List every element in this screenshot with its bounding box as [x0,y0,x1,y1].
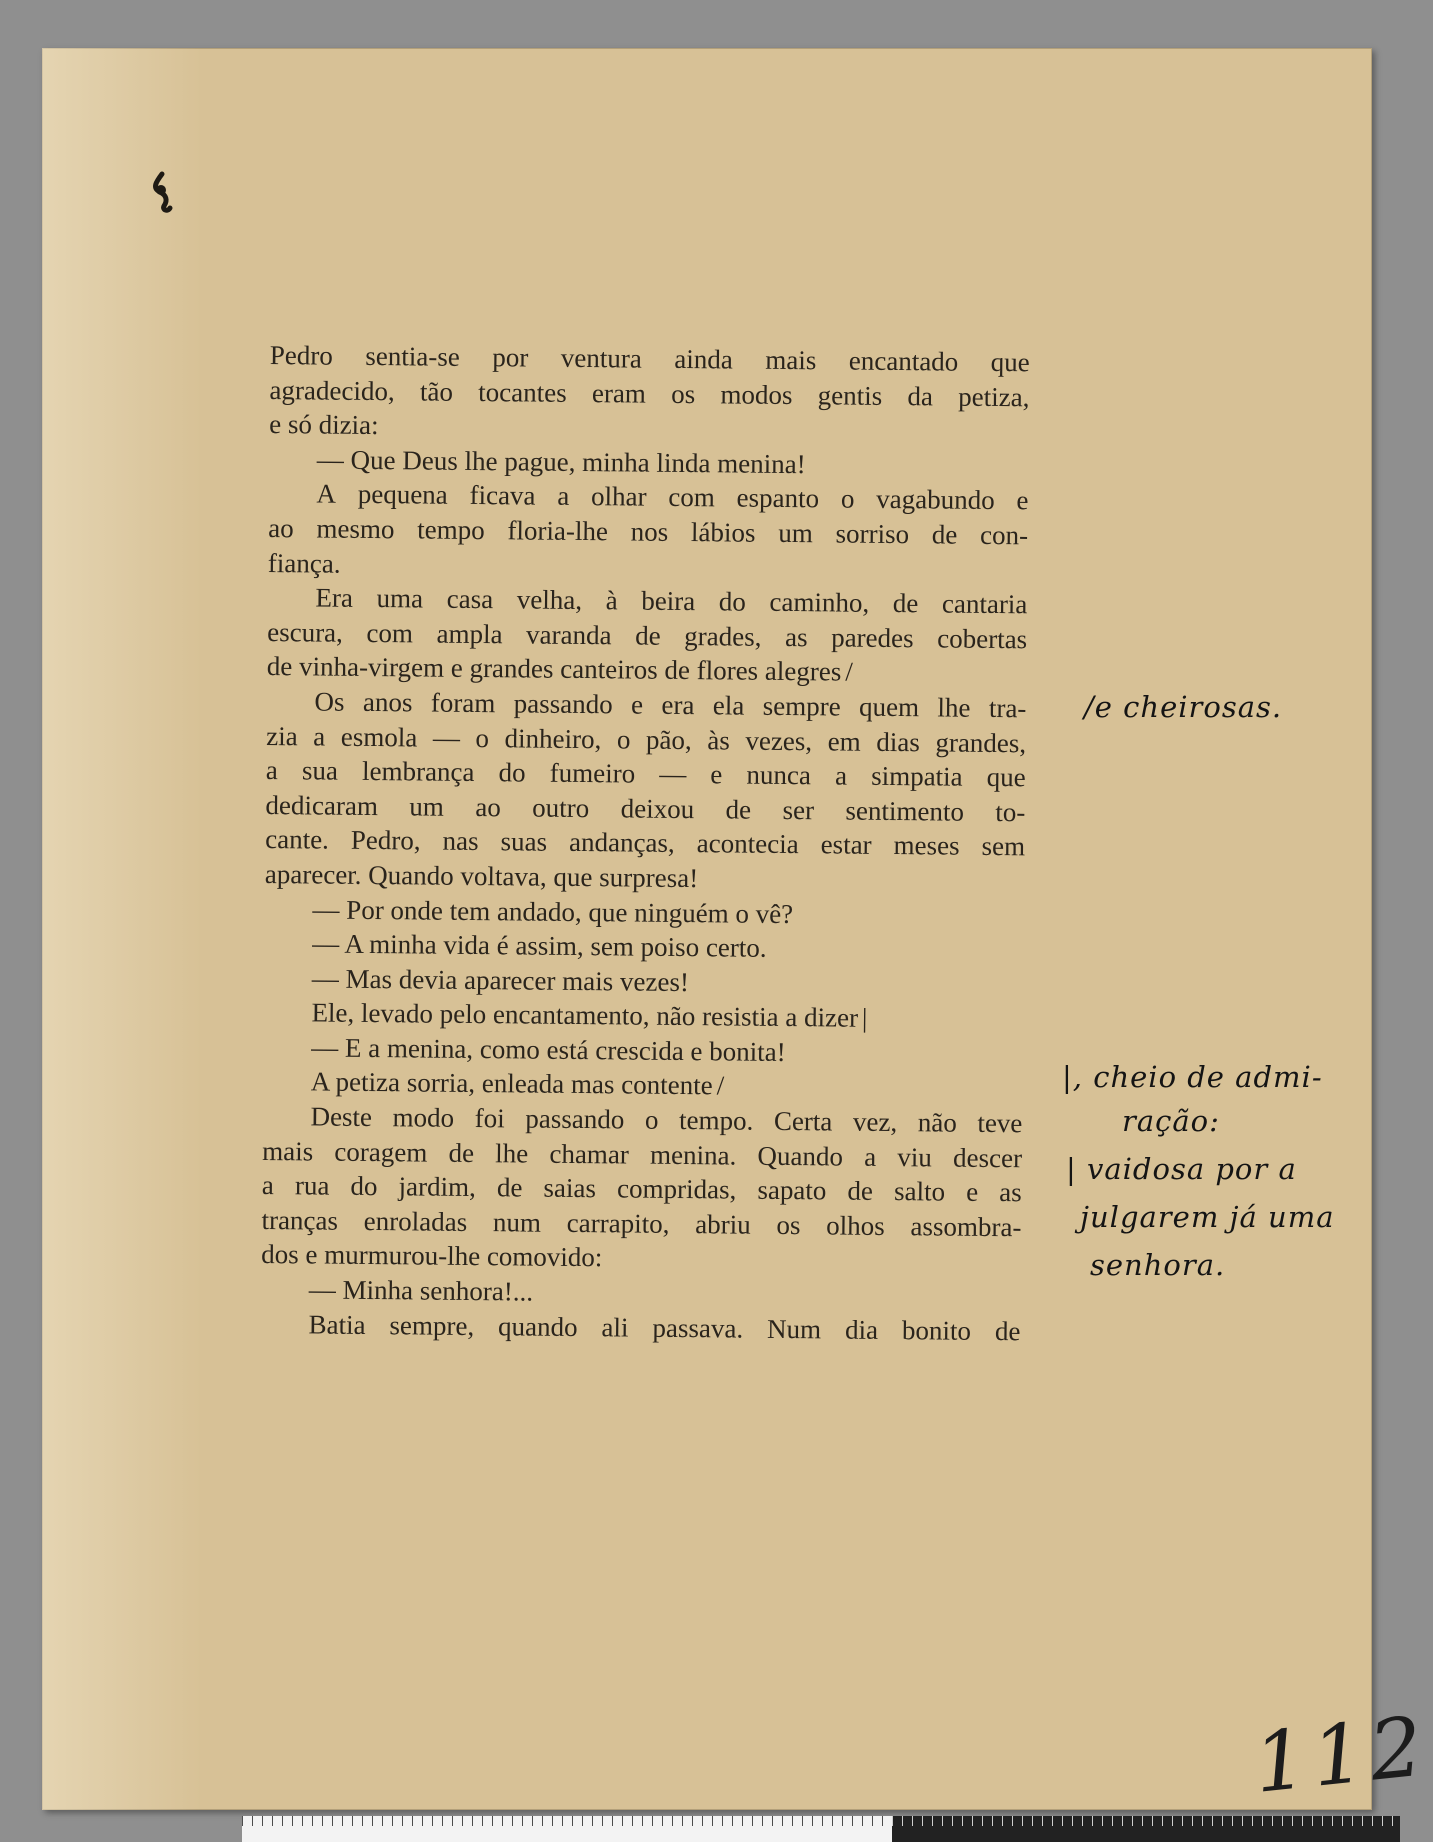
word: Batia [308,1309,366,1340]
word: ser [782,794,815,825]
word: quem [858,691,920,723]
word: escura, [267,616,344,648]
word: coragem [334,1136,428,1168]
word: a [834,760,848,791]
word: que [990,346,1030,378]
word: Era [315,582,354,613]
word: mais [262,1135,314,1167]
word: outro [532,792,590,823]
word: Deste [310,1101,373,1133]
word: tranças [261,1204,339,1236]
word: modo [392,1102,455,1133]
word: de [892,588,919,619]
ruler-light-segment [242,1816,892,1842]
word: ela [712,690,745,721]
word: e [710,759,723,790]
margin-note-admiracao-line2: ração: [1122,1104,1220,1138]
word: de [994,1315,1021,1346]
word: petiza, [958,381,1030,412]
word: descer [952,1142,1023,1173]
word: o [616,723,631,755]
text-line-content: e só dizia: [269,409,379,441]
word: dedicaram [265,789,379,821]
word: ainda [674,343,733,375]
word: pequena [357,479,448,511]
word: do [498,757,526,788]
word: tra- [988,692,1027,724]
word: do [350,1171,378,1202]
word: foi [474,1103,505,1134]
text-line-content: — Por onde tem andado, que ninguém o vê? [312,893,794,929]
word: o [644,1104,659,1135]
word: esmola [340,721,418,752]
word: ampla [436,618,503,649]
text-line-content: aparecer. Quando voltava, que surpresa! [264,858,699,894]
word: espanto [736,482,820,514]
text-line [263,1064,1023,1106]
word: lhe [495,1137,529,1169]
text-line-content: dos e murmurou-lhe comovido: [261,1239,603,1273]
word: que [986,762,1026,793]
word: abriu [695,1208,751,1240]
insertion-mark: / [716,1070,725,1101]
word: cobertas [937,623,1028,655]
word: zia [266,720,298,751]
margin-note-vaidosa-line2: julgarem já uma [1080,1200,1335,1234]
word: passando [525,1103,625,1135]
word: Quando [757,1140,844,1172]
word: pão, [645,724,692,755]
word: olhos [826,1210,885,1241]
word: A [316,478,337,510]
text-line [266,753,1026,795]
word: nunca [746,759,812,791]
word: deixou [620,793,695,824]
text-line-content: — Que Deus lhe pague, minha linda menina! [316,444,806,479]
word: assombra- [910,1211,1022,1243]
word: gentis [817,379,883,411]
word: passava. [652,1312,744,1344]
word: em [827,725,861,757]
word: a [313,720,326,752]
word: de [635,620,661,651]
word: com [668,482,715,513]
word: mesmo [316,513,395,545]
word: grandes, [935,726,1027,758]
word: tocantes [478,376,567,408]
word: tão [419,376,454,407]
word: não [917,1107,957,1138]
text-line-content: fiança. [267,547,341,579]
word: meses [893,830,960,861]
text-line [261,1272,1021,1314]
word: casa [446,583,494,615]
word: cantaria [941,588,1028,620]
page-number: 112 [1249,1699,1433,1812]
word: modos [720,378,793,410]
word: tempo [417,514,485,546]
word: dinheiro, [504,722,602,754]
text-line-content: — E a menina, como está crescida e bonita! [311,1032,786,1067]
word: sua [301,755,339,786]
margin-note-vaidosa-line1: | vaidosa por a [1066,1152,1297,1186]
word: salto [893,1176,946,1207]
word: uma [376,583,424,614]
margin-note-vaidosa-line3: senhora. [1090,1248,1226,1282]
word: do [718,586,747,617]
margin-note-admiracao-line1: |, cheio de admi- [1062,1060,1323,1094]
word: paredes [831,622,914,653]
word: sentia-se [365,340,460,372]
word: con- [979,519,1029,551]
word: encantado [848,345,959,377]
word: ao [475,791,501,822]
word: nas [442,825,479,857]
word: às [707,724,730,755]
word: a [265,755,278,786]
text-line [268,511,1028,553]
body-text [260,338,1030,1348]
word: sem [981,831,1026,862]
word: menina. [649,1139,737,1171]
word: anos [362,686,413,718]
word: to- [995,796,1026,827]
word: os [671,378,696,409]
word: suas [500,826,548,857]
word: de [725,794,752,825]
word: carrapito, [566,1207,670,1239]
text-line [269,373,1029,415]
word: vez, [852,1106,898,1138]
word: e [1016,485,1029,516]
text-line-content: de vinha-virgem e grandes canteiros de flores alegres [266,651,842,687]
word: um [778,517,813,549]
text-line-content: — A minha vida é assim, sem poiso certo. [312,928,767,963]
word: um [409,791,445,822]
word: caminho, [769,586,870,618]
word: fumeiro [549,757,636,789]
word: varanda [525,619,612,651]
word: Num [766,1313,822,1344]
word: com [366,617,414,649]
word: tempo. [678,1105,754,1136]
word: sempre, [389,1309,475,1341]
word: viu [897,1141,933,1173]
ruler-dark-segment [892,1816,1400,1842]
word: lembrança [361,756,475,788]
word: Os [314,686,345,717]
word: era [661,689,695,721]
text-line-content: Ele, levado pelo encantamento, não resistia a dizer [311,997,859,1033]
word: ventura [560,342,642,374]
word: mais [765,344,817,376]
word: à [605,585,618,616]
word: floria-lhe [507,515,609,547]
ink-blot-mark [142,166,182,226]
word: Pedro, [350,825,421,856]
word: chamar [549,1138,630,1170]
word: e [630,689,644,720]
word: sempre [762,690,841,722]
word: por [492,342,529,373]
text-line-content: — Mas devia aparecer mais vezes! [311,963,690,997]
word: velha, [516,584,583,616]
text-line-content: — Minha senhora!... [308,1274,534,1307]
word: as [784,621,808,652]
word: saias [543,1172,597,1204]
word: ficava [469,480,536,511]
word: andanças, [568,827,675,859]
word: a [261,1170,274,1201]
word: ao [268,512,294,544]
word: agradecido, [269,374,395,406]
word: dias [876,726,920,757]
word: passando [513,688,613,720]
word: de [496,1172,523,1203]
word: num [492,1207,542,1238]
word: foram [430,687,496,719]
word: a [557,481,570,512]
word: eram [591,377,647,409]
word: ali [601,1311,629,1343]
word: grades, [684,620,762,652]
word: bonito [901,1314,972,1346]
word: dia [844,1314,879,1345]
page-edge-shading [42,48,202,1810]
word: os [776,1209,801,1240]
word: de [847,1175,874,1207]
word: — [659,758,687,790]
word: nos [630,516,669,547]
insertion-mark: | [861,1002,868,1034]
word: teve [977,1107,1023,1139]
word: vezes, [745,725,813,756]
word: sorriso [835,518,910,550]
word: rua [294,1170,330,1201]
word: de [448,1137,475,1168]
word: de [931,519,958,550]
margin-note-cheirosas: /e cheirosas. [1084,690,1283,724]
word: acontecia [696,828,799,860]
word: compridas, [616,1173,737,1205]
word: da [907,380,934,411]
word: beira [641,585,696,617]
word: olhar [590,481,647,512]
scale-ruler [242,1816,1400,1842]
word: jardim, [398,1171,476,1203]
word: enroladas [363,1205,468,1237]
word: sentimento [845,795,965,827]
word: o [840,483,855,514]
word: Pedro [269,339,333,371]
word: estar [820,829,872,861]
word: o [475,722,490,753]
text-line-content: A petiza sorria, enleada mas contente [310,1066,713,1101]
word: as [999,1177,1022,1208]
word: vagabundo [876,484,995,516]
insertion-mark: / [845,656,853,687]
word: a [864,1141,877,1172]
word: simpatia [871,760,963,792]
word: cante. [265,824,330,855]
word: Certa [773,1105,833,1137]
word: — [432,722,461,753]
word: lhe [937,692,971,723]
text-line [260,1307,1020,1349]
word: sapato [757,1174,827,1206]
word: e [966,1176,979,1208]
word: lábios [690,517,756,548]
word: quando [497,1310,578,1342]
